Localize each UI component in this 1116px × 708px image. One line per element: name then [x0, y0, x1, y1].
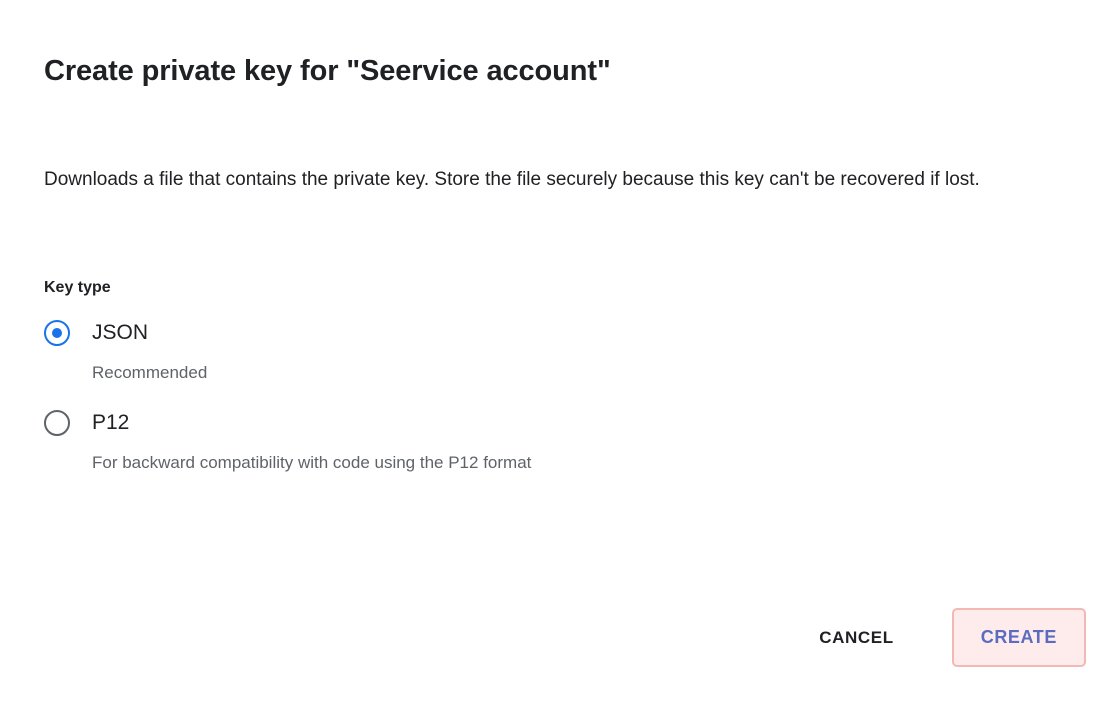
radio-p12-icon[interactable]: [44, 410, 70, 436]
radio-p12-help-text: For backward compatibility with code using the P12 format: [92, 453, 532, 472]
radio-json-help-text: Recommended: [92, 363, 208, 382]
key-type-radio-group: [44, 314, 944, 494]
key-type-label: Key type: [44, 279, 111, 296]
dialog-description: Downloads a file that contains the private key. Store the file securely because this key can't be recovered if lost.: [44, 169, 980, 190]
radio-p12-label: P12: [92, 411, 130, 434]
radio-json-selected-dot: [52, 328, 62, 338]
create-button[interactable]: CREATE: [952, 608, 1086, 667]
cancel-button[interactable]: CANCEL: [797, 616, 915, 660]
radio-option-json[interactable]: [44, 314, 944, 358]
radio-json-icon[interactable]: [44, 320, 70, 346]
dialog-actions: [797, 608, 1086, 667]
radio-option-p12[interactable]: [44, 404, 944, 448]
page-title: Create private key for "Seervice account": [44, 55, 611, 87]
radio-json-label: JSON: [92, 321, 149, 344]
